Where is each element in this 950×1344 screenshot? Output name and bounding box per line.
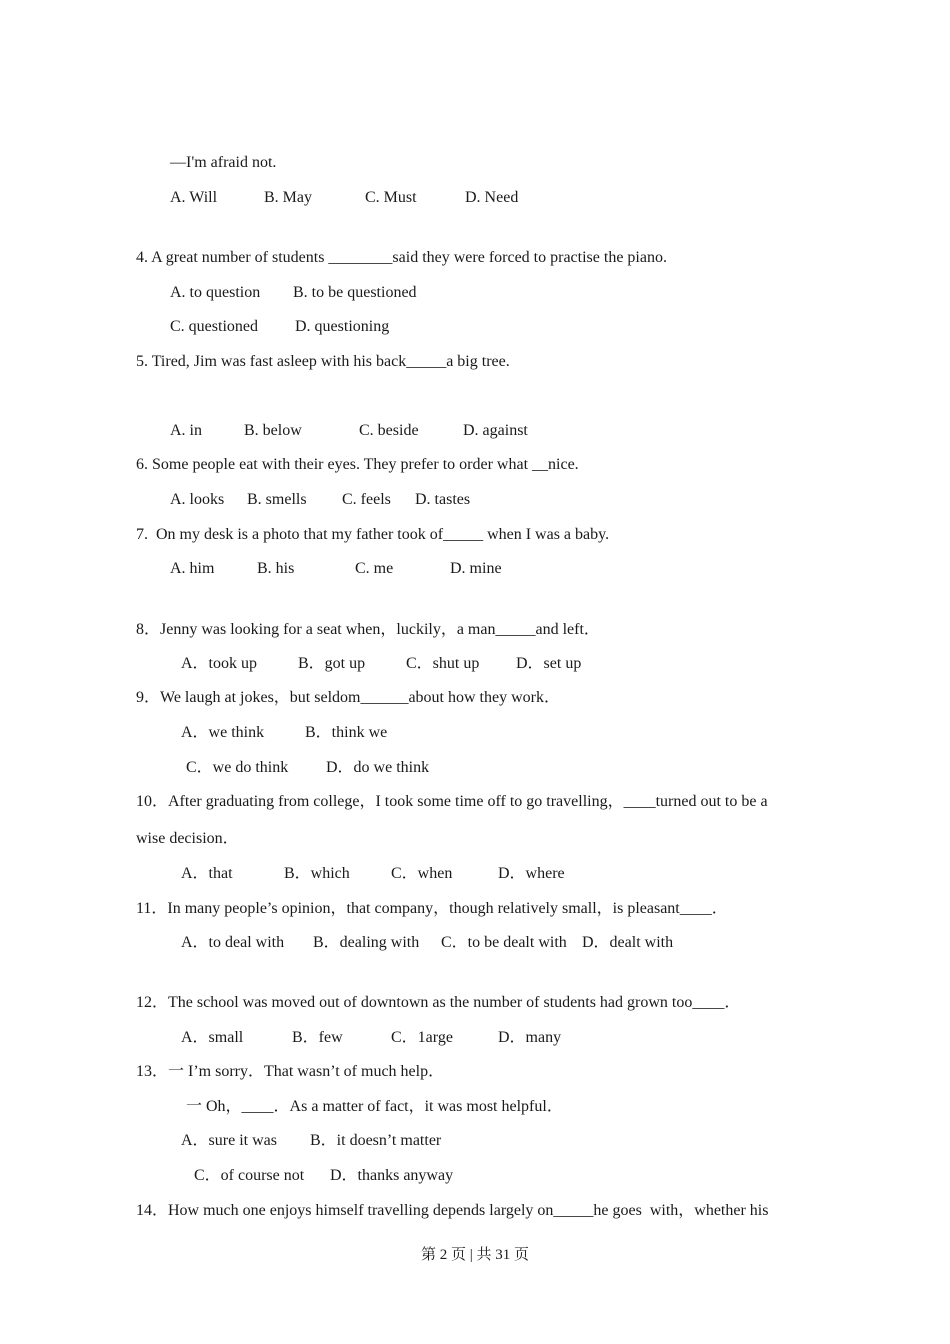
q7-option-a: A. him [170, 560, 215, 577]
q14-stem: 14．How much one enjoys himself travelling depends largely on_____he goes with，whether his [136, 1202, 769, 1219]
q13-stem: 13．一 I’m sorry．That wasn’t of much help． [136, 1063, 445, 1080]
q4-option-a: A. to question [170, 284, 261, 301]
q3-option-d: D. Need [465, 189, 519, 206]
q4-stem: 4. A great number of students ________said they were forced to practise the piano. [136, 249, 667, 266]
q5-option-b: B. below [244, 422, 302, 439]
q7-option-d: D. mine [450, 560, 502, 577]
q9-option-d: D．do we think [326, 759, 430, 776]
q12-option-a: A．small [181, 1029, 244, 1046]
q4-option-b: B. to be questioned [293, 284, 417, 301]
q9-stem: 9．We laugh at jokes，but seldom______about how they work． [136, 689, 560, 706]
q9-option-c: C．we do think [186, 759, 289, 776]
q10-option-b: B．which [284, 865, 350, 882]
q13-option-d: D．thanks anyway [330, 1167, 454, 1184]
q8-stem: 8．Jenny was looking for a seat when，luckily，a man_____and left． [136, 621, 600, 638]
q3-option-c: C. Must [365, 189, 417, 206]
q3-option-b: B. May [264, 189, 312, 206]
q8-option-b: B．got up [298, 655, 366, 672]
q12-stem: 12．The school was moved out of downtown as the number of students had grown too____． [136, 994, 741, 1011]
q4-option-c: C. questioned [170, 318, 258, 335]
q8-option-d: D．set up [516, 655, 582, 672]
q10-stem-line2: wise decision． [136, 830, 239, 847]
q7-option-b: B. his [257, 560, 295, 577]
q11-option-d: D．dealt with [582, 934, 674, 951]
q12-option-b: B．few [292, 1029, 343, 1046]
q13-reply: 一 Oh，____．As a matter of fact，it was most helpful． [186, 1098, 563, 1115]
q5-stem: 5. Tired, Jim was fast asleep with his back_____a big tree. [136, 353, 510, 370]
q8-option-c: C．shut up [406, 655, 480, 672]
q10-option-d: D．where [498, 865, 565, 882]
q13-option-c: C．of course not [194, 1167, 305, 1184]
q12-option-d: D．many [498, 1029, 562, 1046]
q11-option-c: C．to be dealt with [441, 934, 567, 951]
q9-option-a: A．we think [181, 724, 265, 741]
q6-option-c: C. feels [342, 491, 391, 508]
q11-option-b: B．dealing with [313, 934, 420, 951]
q7-option-c: C. me [355, 560, 394, 577]
q4-option-d: D. questioning [295, 318, 390, 335]
q5-option-d: D. against [463, 422, 528, 439]
q13-option-b: B．it doesn’t matter [310, 1132, 442, 1149]
q12-option-c: C．1arge [391, 1029, 453, 1046]
q13-option-a: A．sure it was [181, 1132, 277, 1149]
q6-option-a: A. looks [170, 491, 225, 508]
q11-option-a: A．to deal with [181, 934, 285, 951]
q9-option-b: B．think we [305, 724, 388, 741]
q3-reply: —I'm afraid not. [170, 154, 277, 171]
q7-stem: 7. On my desk is a photo that my father took of_____ when I was a baby. [136, 526, 610, 543]
q5-option-a: A. in [170, 422, 202, 439]
q5-option-c: C. beside [359, 422, 419, 439]
q11-stem: 11．In many people’s opinion，that company，though relatively small，is pleasant____． [136, 900, 728, 917]
q6-option-d: D. tastes [415, 491, 471, 508]
q10-option-c: C．when [391, 865, 453, 882]
q3-option-a: A. Will [170, 189, 218, 206]
q6-stem: 6. Some people eat with their eyes. They prefer to order what __nice. [136, 456, 579, 473]
q6-option-b: B. smells [247, 491, 307, 508]
q10-option-a: A．that [181, 865, 233, 882]
page-footer: 第 2 页 | 共 31 页 [420, 1247, 529, 1263]
q10-stem-line1: 10．After graduating from college，I took some time off to go travelling，____turned out to be a [136, 793, 768, 810]
q8-option-a: A．took up [181, 655, 258, 672]
